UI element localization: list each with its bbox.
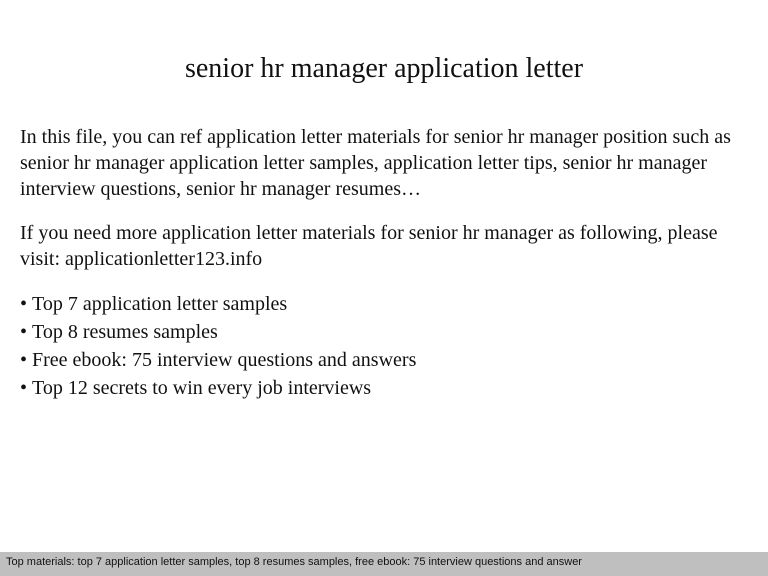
bullet-icon: • (20, 377, 28, 399)
bullet-icon: • (20, 349, 28, 371)
footer-bar: Top materials: top 7 application letter samples, top 8 resumes samples, free ebook: 75 interview questions and answer (0, 552, 768, 576)
list-item (20, 290, 755, 318)
bullet-icon: • (20, 321, 28, 343)
list-item (20, 346, 755, 374)
intro-paragraph: In this file, you can ref application letter materials for senior hr manager position such as senior hr manager application letter samples, application letter tips, senior hr manager interview questions, senior hr manager resumes… (20, 126, 731, 200)
visit-paragraph: If you need more application letter materials for senior hr manager as following, please visit: applicationletter123.info (20, 222, 718, 270)
list-item (20, 318, 755, 346)
list-item-label: Top 12 secrets to win every job interviews (32, 377, 372, 399)
page-title: senior hr manager application letter (184, 53, 584, 84)
list-item-label: Top 7 application letter samples (32, 293, 288, 315)
list-item-label: Top 8 resumes samples (32, 321, 218, 343)
materials-list (20, 290, 755, 402)
bullet-icon: • (20, 293, 28, 315)
list-item (20, 374, 755, 402)
list-item-label: Free ebook: 75 interview questions and answers (32, 349, 417, 371)
